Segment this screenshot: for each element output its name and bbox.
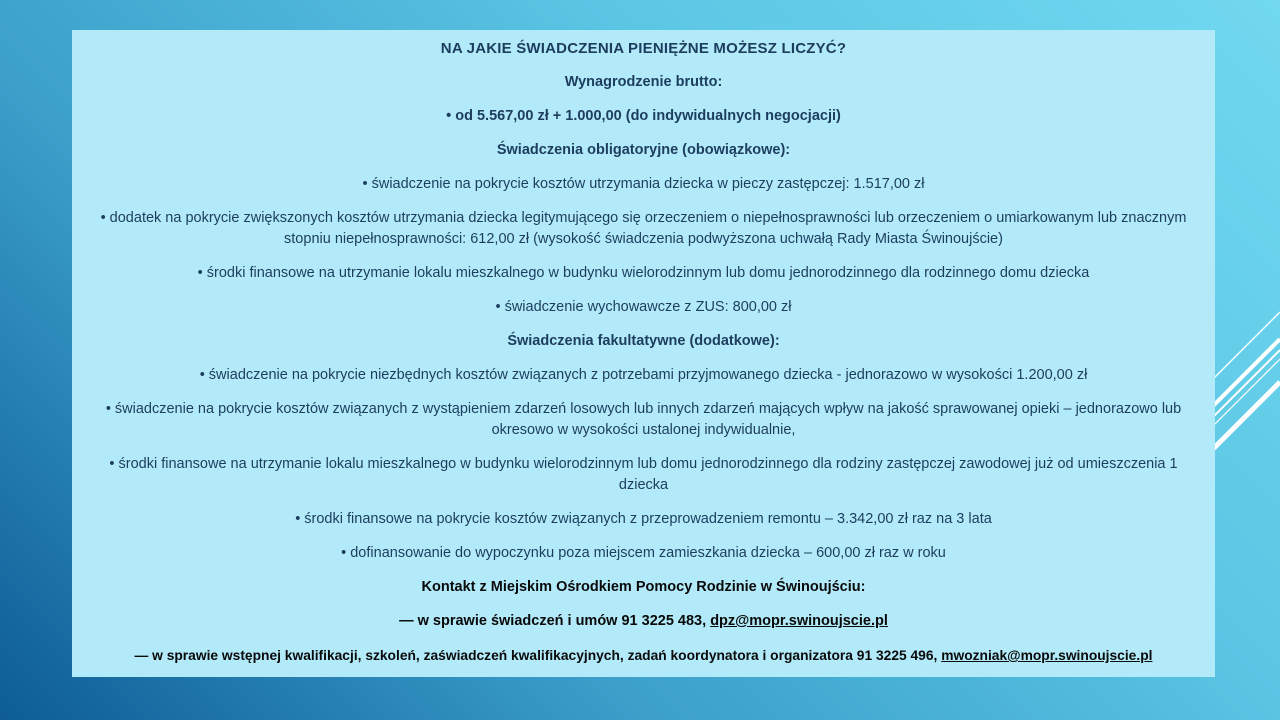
email-link-mwozniak[interactable]: mwozniak@mopr.swinoujscie.pl [941, 648, 1153, 663]
content-panel [72, 30, 1215, 677]
bullet-remont: • środki finansowe na pokrycie kosztów związanych z przeprowadzeniem remontu – 3.342,00 zł raz na 3 lata [295, 511, 992, 527]
bullet-dodatek-niepelnosprawnosc: • dodatek na pokrycie zwiększonych kosztów utrzymania dziecka legitymującego się orzeczeniem o niepełnosprawności lub orzeczeniem o umiarkowanym lub znacznym stopniu niepełnosprawności: 612,00 zł (wysokość świadczenia podwyższona uchwałą Rady Miasta Świnoujście) [100, 210, 1187, 247]
bullet-wypoczynek: • dofinansowanie do wypoczynku poza miejscem zamieszkania dziecka – 600,00 zł raz w roku [341, 545, 946, 561]
bullet-lokal-rodzinny-dom: • środki finansowe na utrzymanie lokalu mieszkalnego w budynku wielorodzinnym lub domu jednorodzinnego dla rodzinnego domu dziecka [197, 265, 1090, 281]
section-heading-fakultatywne: Świadczenia fakultatywne (dodatkowe): [507, 333, 780, 349]
bullet-lokal-rodzina-zastepcza: • środki finansowe na utrzymanie lokalu mieszkalnego w budynku wielorodzinnym lub domu jednorodzinnego dla rodziny zastępczej zawodowej już od umieszczenia 1 dziecka [109, 456, 1178, 493]
section-heading-wynagrodzenie: Wynagrodzenie brutto: [564, 74, 723, 90]
contact-section [86, 577, 1201, 666]
slide-title: NA JAKIE ŚWIADCZENIA PIENIĘŻNE MOŻESZ LICZYĆ? [440, 40, 847, 57]
section-heading-obligatoryjne: Świadczenia obligatoryjne (obowiązkowe): [496, 142, 791, 158]
bullet-zdarzenia-losowe: • świadczenie na pokrycie kosztów związanych z wystąpieniem zdarzeń losowych lub innych zdarzeń mających wpływ na jakość sprawowanej opieki – jednorazowo lub okresowo w wysokości ustalonej indywidualnie, [105, 401, 1182, 438]
contact-line-qualification-text: — w sprawie wstępnej kwalifikacji, szkoleń, zaświadczeń kwalifikacyjnych, zadań koordynatora i organizatora 91 3225 496, [134, 648, 942, 663]
diagonal-lines-decoration [1212, 295, 1280, 480]
bullet-swiadczenie-zus: • świadczenie wychowawcze z ZUS: 800,00 zł [495, 299, 792, 315]
contact-line-benefits-text: — w sprawie świadczeń i umów 91 3225 483, [399, 613, 711, 629]
email-link-dpz[interactable]: dpz@mopr.swinoujscie.pl [710, 613, 888, 629]
bullet-niezbedne-koszty: • świadczenie na pokrycie niezbędnych kosztów związanych z potrzebami przyjmowanego dziecka - jednorazowo w wysokości 1.200,00 zł [199, 367, 1088, 383]
bullet-salary: • od 5.567,00 zł + 1.000,00 (do indywidualnych negocjacji) [446, 108, 841, 124]
contact-heading: Kontakt z Miejskim Ośrodkiem Pomocy Rodzinie w Świnoujściu: [421, 579, 866, 595]
contact-line-benefits [86, 611, 1201, 632]
contact-line-qualification [86, 645, 1201, 666]
bullet-piecza-zastepcza: • świadczenie na pokrycie kosztów utrzymania dziecka w pieczy zastępczej: 1.517,00 zł [362, 176, 925, 192]
